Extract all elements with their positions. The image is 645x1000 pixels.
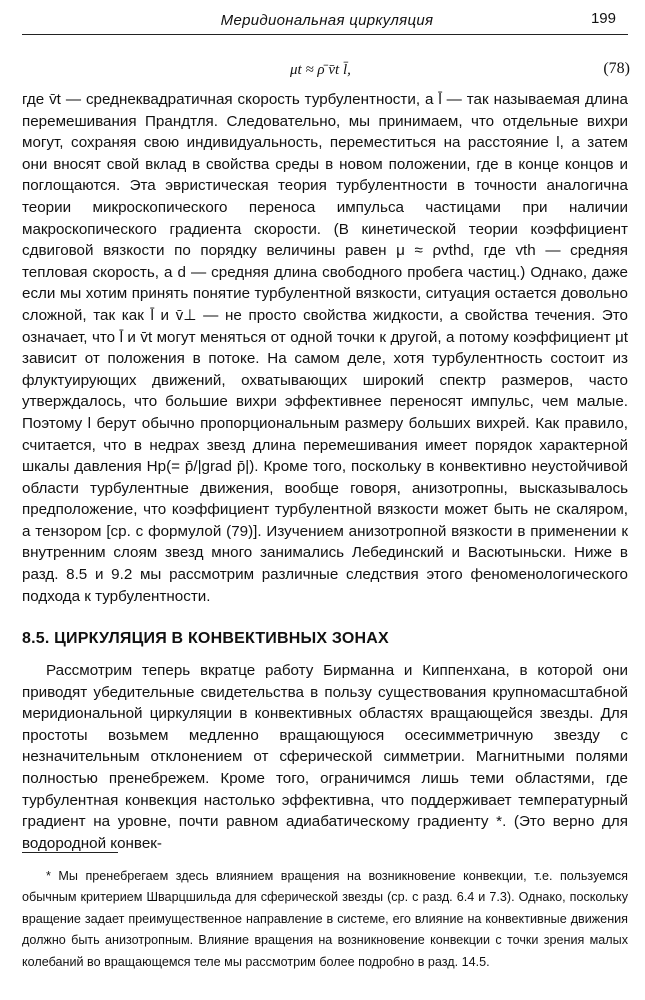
body-paragraph-2 (22, 660, 628, 854)
footnote: * Мы пренебрегаем здесь влиянием вращения на возникновение конвекции, т.е. пользуемся обычным критерием Шварцшильда для сферической звезды (ср. с разд. 6.4 и 7.3). Однако, поскольку вращение задает преимущественное направление в системе, его влияние на конвективные движения должно быть анизотропным. Влияние вращения на возникновение конвекции с точки зрения малых колебаний во вращающемся теле мы рассмотрим более подробно в разд. 14.5. (22, 869, 628, 969)
equation-78 (22, 58, 630, 82)
page-number: 199 (590, 10, 616, 27)
paragraph-text: Рассмотрим теперь вкратце работу Бирманна и Киппенхана, в которой они приводят убедительные свидетельства в пользу существования крупномасштабной меридиональной циркуляции в конвективных областях вращающейся звезды. Для простоты возьмем медленно вращающуюся осесимметричную звезду с незначительным отклонением от сферической симметрии. Магнитными полями полностью пренебрежем. Кроме того, ограничимся лишь теми областями, где турбулентная конвекция настолько эффективна, что поддерживает температурный градиент на уровне, почти равном адиабатическому градиенту *. (Это верно для водородной конвек- (22, 662, 628, 852)
equation-number: (78) (603, 60, 630, 77)
header-rule (22, 34, 628, 35)
footnote-rule (22, 852, 118, 853)
body-paragraph-1 (22, 89, 628, 607)
section-heading: 8.5. ЦИРКУЛЯЦИЯ В КОНВЕКТИВНЫХ ЗОНАХ (22, 630, 389, 647)
equation-formula: μt ≈ ρ̄ v̄t l̄, (290, 62, 351, 78)
running-title: Меридиональная циркуляция (220, 12, 434, 29)
running-header (24, 4, 630, 32)
paragraph-text: где v̄t — среднеквадратичная скорость турбулентности, а l̄ — так называемая длина перемешивания Прандтля. Следовательно, мы принимаем, что отдельные вихри могут, сохраняя свою индивидуальность, переместиться на расстояние l, а затем они вносят свой вклад в свойства среды в новом положении, где в конце концов и поглощаются. Эта эвристическая теория турбулентности в точности аналогична теории микроскопического переноса импульса частицами при наличии макроскопического градиента скорости. (В кинетической теории коэффициент сдвиговой вязкости по порядку величины равен μ ≈ ρvthd, где vth — средняя тепловая скорость, а d — средняя длина свободного пробега частиц.) Однако, даже если мы хотим принять понятие турбулентной вязкости, ситуация остается довольно сложной, так как l̄ и v̄⊥ — не просто свойства жидкости, а свойства течения. Это означает, что l̄ и v̄t могут меняться от одной точки к другой, а потому коэффициент μt зависит от положения в потоке. На самом деле, хотя турбулентность состоит из флуктуирующих движений, охватывающих широкий спектр размеров, часто утверждалось, что большие вихри эффективнее переносят импульс, чем малые. Поэтому l берут обычно пропорциональным размеру больших вихрей. Как правило, считается, что в недрах звезд длина перемешивания имеет порядок характерной шкалы давления Hp(= p̄/|grad p̄|). Кроме того, поскольку в конвективно неустойчивой области турбулентные движения, вообще говоря, анизотропны, высказывалось предположение, что коэффициент турбулентной вязкости может быть не скаляром, а тензором [ср. с формулой (79)]. Изучением анизотропной вязкости в применении к внутренним слоям звезд много занимались Лебединский и Васютыньски. Ниже в разд. 8.5 и 9.2 мы рассмотрим различные следствия этого феноменологического подхода к турбулентности. (22, 91, 628, 605)
